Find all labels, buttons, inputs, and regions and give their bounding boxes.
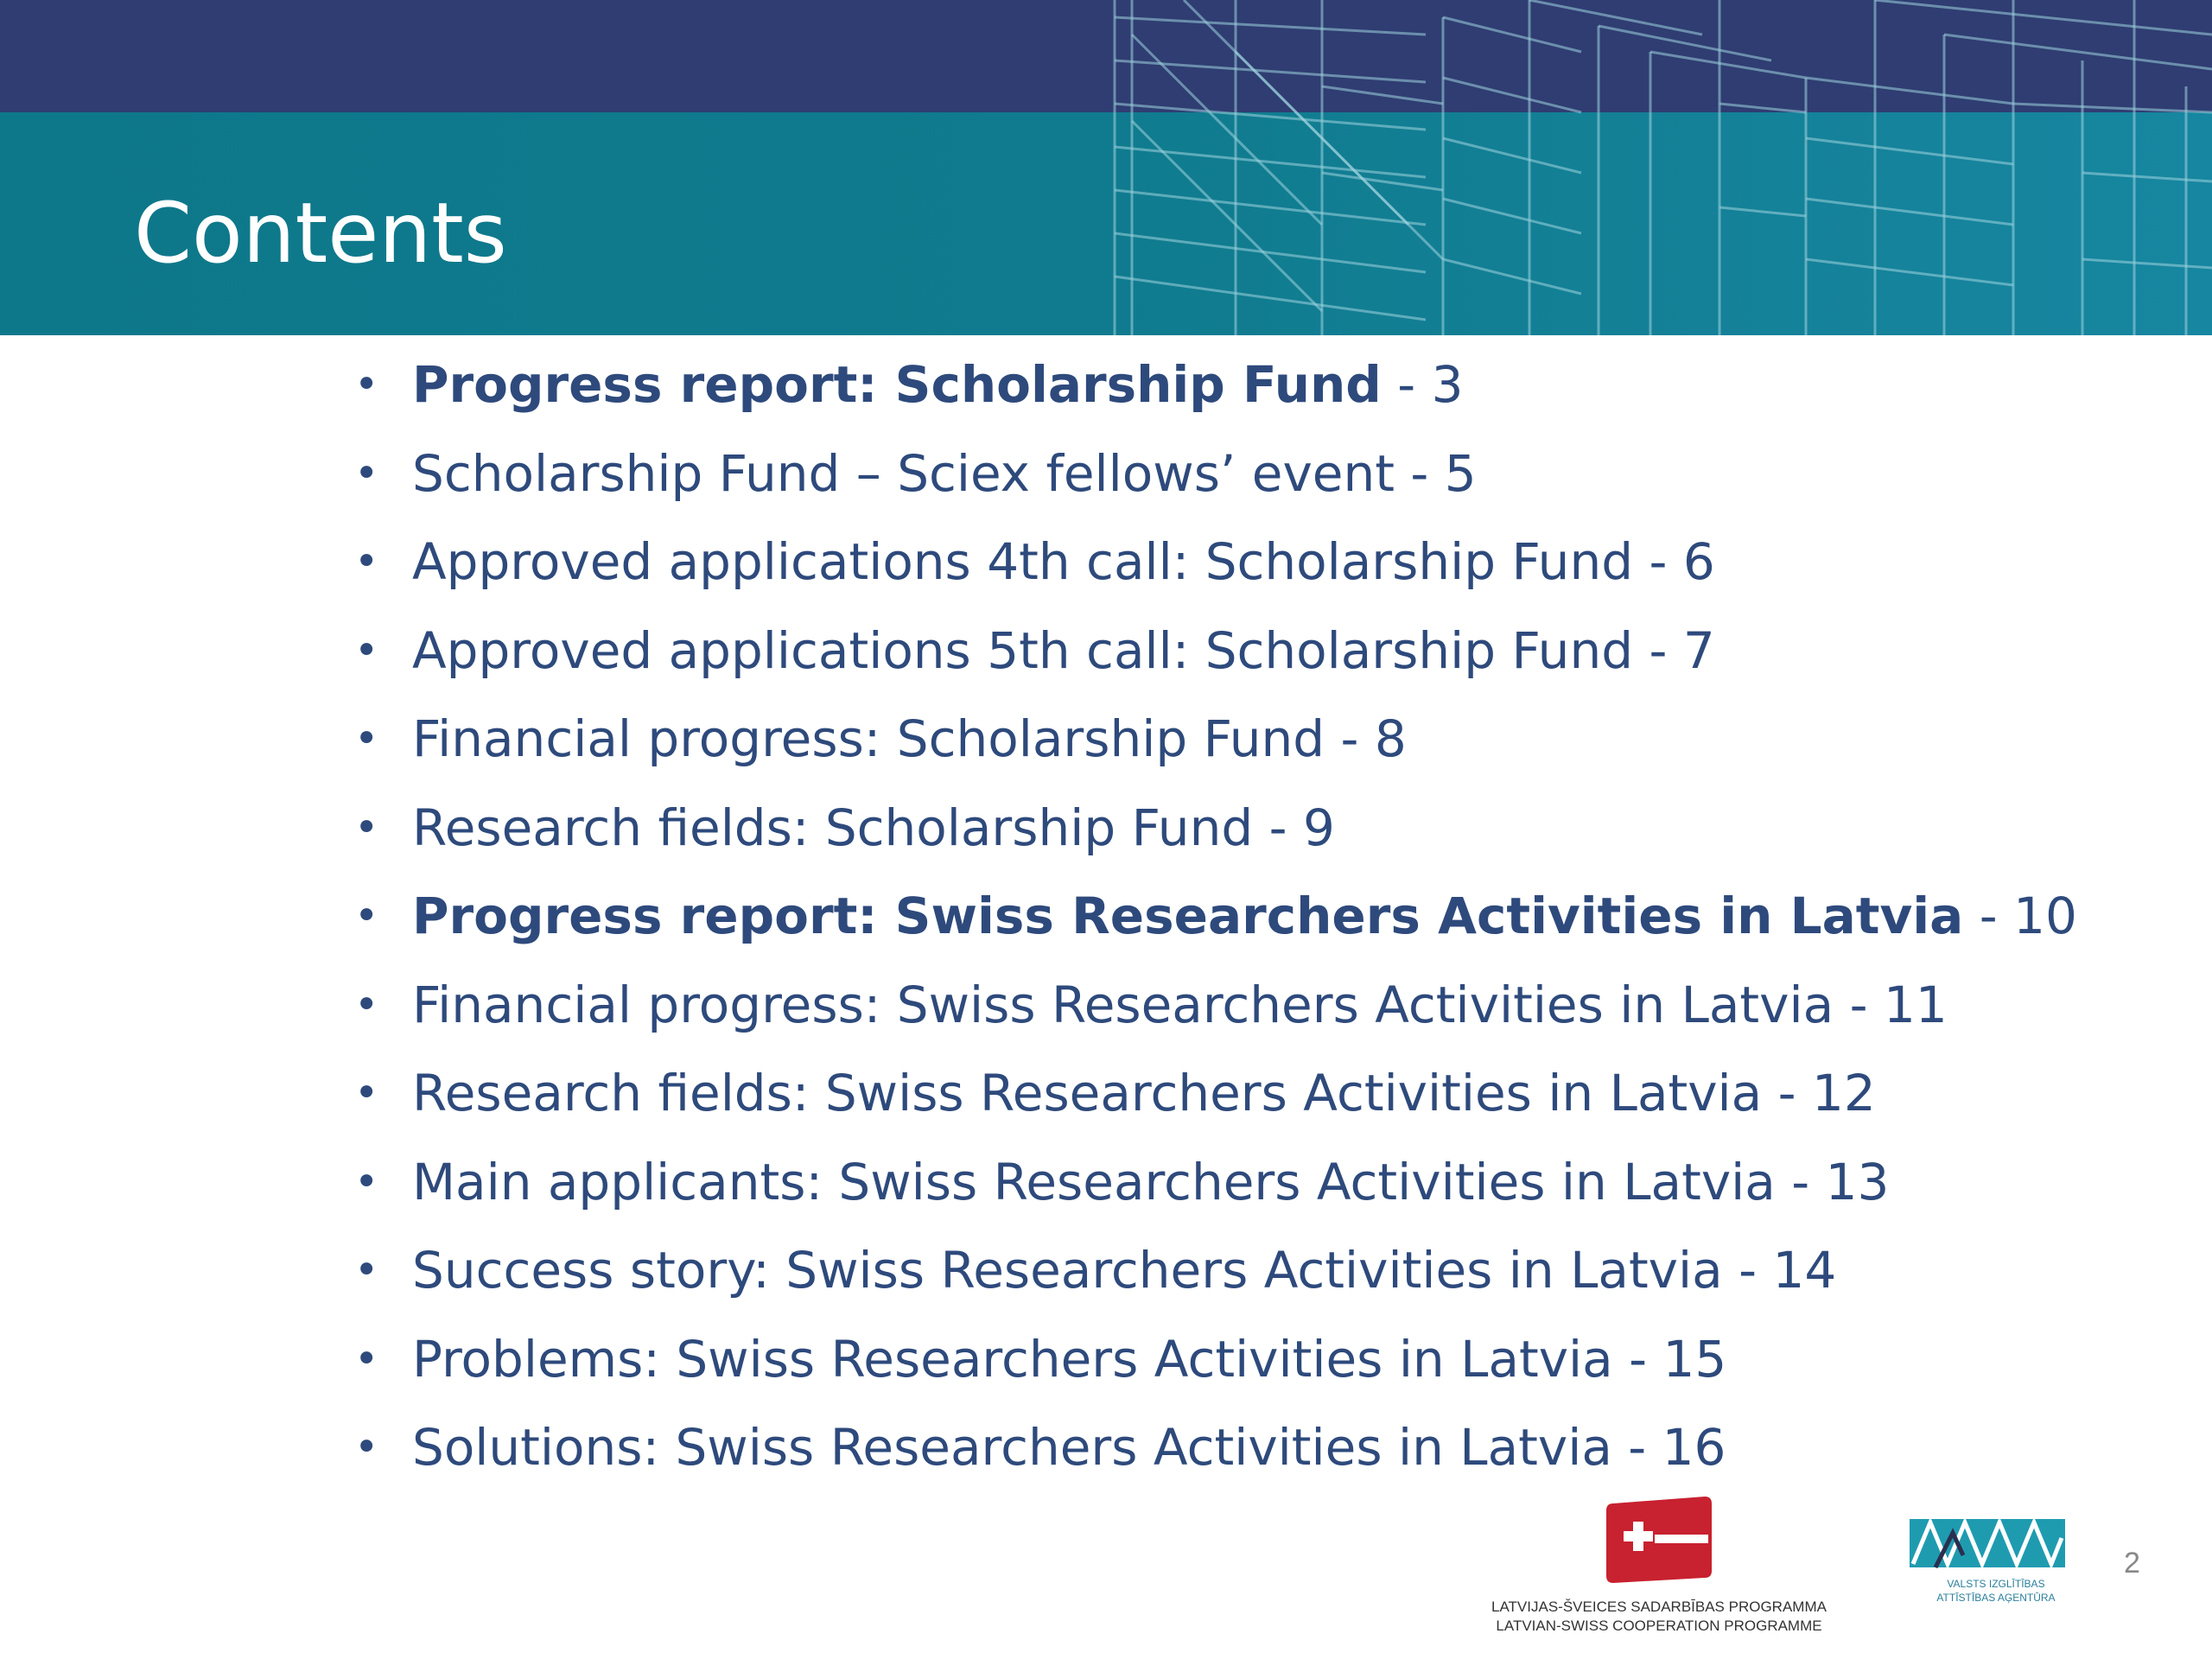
contents-item-text: Success story: Swiss Researchers Activities in Latvia - 14	[412, 1241, 1837, 1300]
bullet-icon: •	[354, 715, 379, 763]
page-number: 2	[2124, 1547, 2140, 1580]
swiss-latvian-flag-icon	[1603, 1497, 1715, 1583]
contents-item	[354, 877, 2077, 966]
agency-label-line1: VALSTS IZGLĪTĪBAS	[1947, 1578, 2045, 1590]
contents-list	[354, 346, 2077, 1497]
contents-item-text: Financial progress: Swiss Researchers Activities in Latvia - 11	[412, 975, 1948, 1034]
page-title: Contents	[134, 185, 507, 282]
swiss-programme-label-en: LATVIAN-SWISS COOPERATION PROGRAMME	[1496, 1618, 1822, 1634]
bullet-icon: •	[354, 892, 379, 940]
contents-item-text: - 3	[1381, 355, 1464, 414]
agency-logo	[1901, 1512, 2091, 1616]
header-building-pattern	[1097, 0, 2212, 335]
bullet-icon: •	[354, 626, 379, 675]
bullet-icon: •	[354, 1157, 379, 1206]
contents-item-text: Scholarship Fund – Sciex fellows’ event - 5	[412, 443, 1477, 503]
contents-item-text: Approved applications 4th call: Scholarship Fund - 6	[412, 532, 1715, 591]
bullet-icon: •	[354, 360, 379, 409]
contents-item-bold: Progress report: Swiss Researchers Activities in Latvia	[412, 887, 1964, 945]
contents-item-text: - 10	[1963, 887, 2077, 945]
contents-item-text: Main applicants: Swiss Researchers Activities in Latvia - 13	[412, 1152, 1890, 1211]
contents-item	[354, 1320, 2077, 1409]
contents-item-text: Research fields: Swiss Researchers Activities in Latvia - 12	[412, 1064, 1876, 1122]
contents-item	[354, 789, 2077, 878]
contents-item	[354, 435, 2077, 524]
contents-item-text: Research fields: Scholarship Fund - 9	[412, 798, 1335, 857]
bullet-icon: •	[354, 803, 379, 852]
bullet-icon: •	[354, 448, 379, 498]
contents-item	[354, 1143, 2077, 1232]
contents-item-bold: Progress report: Scholarship Fund	[412, 355, 1382, 414]
contents-item-text: Approved applications 5th call: Scholarship Fund - 7	[412, 620, 1715, 680]
bullet-icon: •	[354, 1246, 379, 1294]
contents-item	[354, 1231, 2077, 1320]
bullet-icon: •	[354, 1069, 379, 1117]
latvian-swiss-programme-logo	[1469, 1486, 1849, 1642]
contents-item	[354, 1054, 2077, 1143]
bullet-icon: •	[354, 537, 379, 586]
contents-item-text: Financial progress: Scholarship Fund - 8	[412, 709, 1407, 768]
contents-item	[354, 523, 2077, 612]
contents-item	[354, 966, 2077, 1055]
swiss-programme-label-lv: LATVIJAS-ŠVEICES SADARBĪBAS PROGRAMMA	[1491, 1599, 1827, 1615]
contents-item-text: Problems: Swiss Researchers Activities in Latvia - 15	[412, 1329, 1727, 1389]
bullet-icon: •	[354, 1423, 379, 1471]
contents-item-text: Solutions: Swiss Researchers Activities in Latvia - 16	[412, 1418, 1726, 1477]
agency-label-line2: ATTĪSTĪBAS AĢENTŪRA	[1936, 1592, 2056, 1604]
contents-item	[354, 1408, 2077, 1497]
contents-item	[354, 700, 2077, 789]
agency-wave-icon	[1910, 1512, 2065, 1573]
bullet-icon: •	[354, 1334, 379, 1383]
contents-item	[354, 612, 2077, 701]
bullet-icon: •	[354, 980, 379, 1029]
contents-item	[354, 346, 2077, 435]
